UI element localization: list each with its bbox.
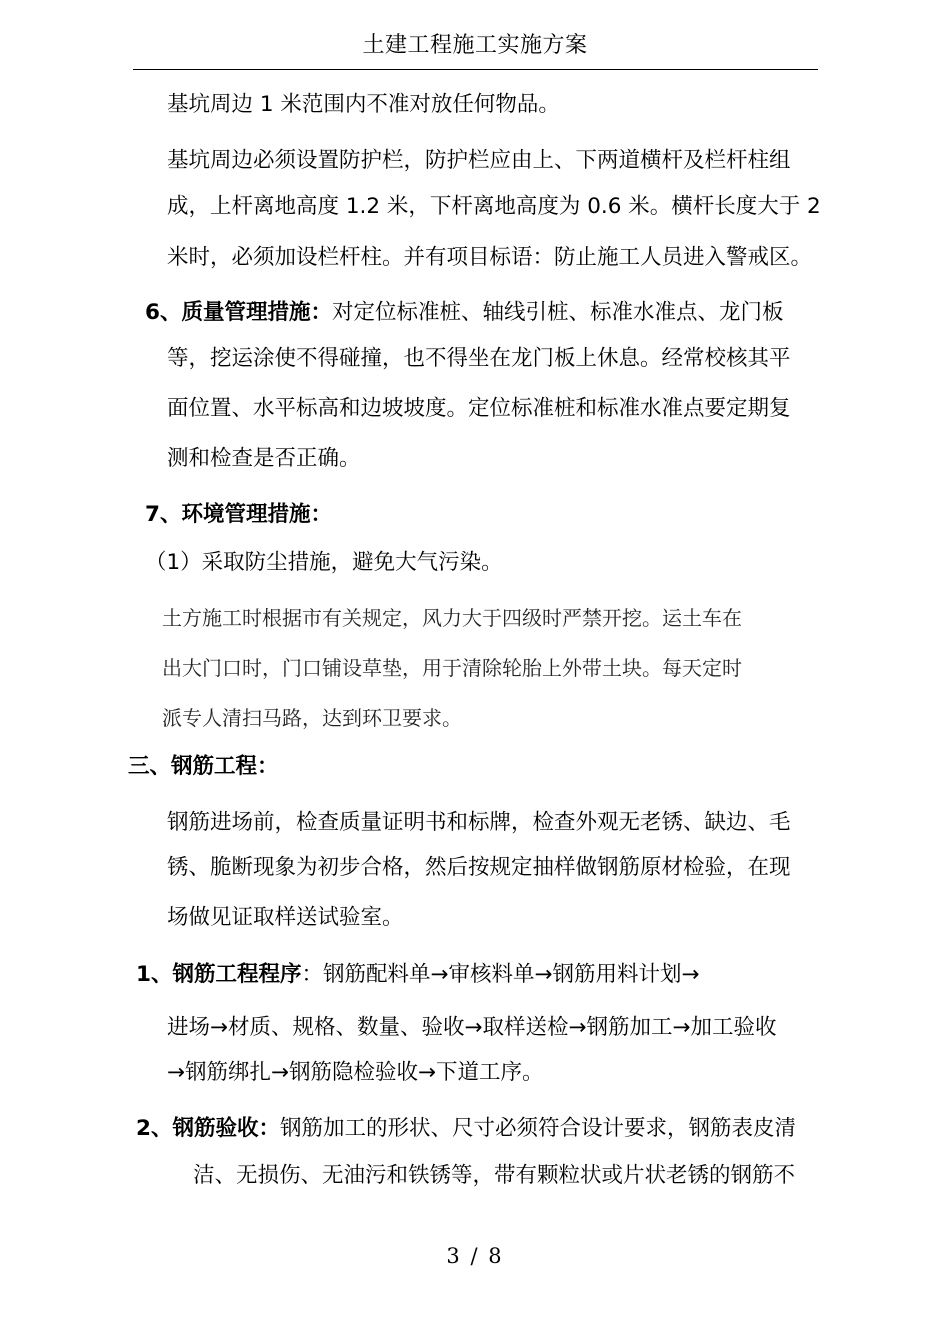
paragraph-line: 钢筋进场前，检查质量证明书和标牌，检查外观无老锈、缺边、毛 (167, 810, 791, 835)
item-1-text: ：钢筋配料单→审核料单→钢筋用料计划→ (301, 962, 700, 987)
paragraph-line: 测和检查是否正确。 (167, 446, 361, 471)
paragraph-line: 成，上杆离地高度 1.2 米，下杆离地高度为 0.6 米。横杆长度大于 2 (167, 194, 821, 219)
item-1-line (136, 960, 700, 990)
paragraph-line: 米时，必须加设栏杆柱。并有项目标语：防止施工人员进入警戒区。 (167, 245, 813, 270)
paragraph-line: 进场→材质、规格、数量、验收→取样送检→钢筋加工→加工验收 (167, 1015, 777, 1040)
paragraph-line: 基坑周边必须设置防护栏，防护栏应由上、下两道横杆及栏杆柱组 (167, 148, 791, 173)
paragraph-line: 派专人清扫马路，达到环卫要求。 (162, 706, 462, 730)
paragraph-line: 基坑周边 1 米范围内不准对放任何物品。 (167, 92, 560, 117)
paragraph-line: 洁、无损伤、无油污和铁锈等，带有颗粒状或片状老锈的钢筋不 (193, 1163, 796, 1188)
item-2-label: 2、钢筋验收： (136, 1116, 280, 1141)
section-7-heading: 7、环境管理措施： (145, 502, 332, 527)
paragraph-line: 面位置、水平标高和边坡坡度。定位标准桩和标准水准点要定期复 (167, 396, 791, 421)
item-1-label: 1、钢筋工程程序 (136, 962, 302, 987)
paragraph-line: →钢筋绑扎→钢筋隐检验收→下道工序。 (167, 1060, 544, 1085)
item-2-text: 钢筋加工的形状、尺寸必须符合设计要求，钢筋表皮清 (279, 1116, 796, 1141)
item-2-line (136, 1114, 796, 1144)
section-6-text: 对定位标准桩、轴线引桩、标准水准点、龙门板 (331, 300, 784, 325)
paragraph-line: 出大门口时，门口铺设草垫，用于清除轮胎上外带土块。每天定时 (162, 656, 742, 680)
page-number: 3 / 8 (446, 1244, 504, 1268)
header-divider (133, 69, 818, 70)
header-title: 土建工程施工实施方案 (362, 33, 588, 58)
subsection-heading: （1）采取防尘措施，避免大气污染。 (145, 550, 503, 575)
section-3-heading: 三、钢筋工程： (128, 754, 279, 779)
section-6-line (145, 298, 783, 328)
paragraph-line: 锈、脆断现象为初步合格，然后按规定抽样做钢筋原材检验，在现 (167, 855, 791, 880)
paragraph-line: 等，挖运涂使不得碰撞，也不得坐在龙门板上休息。经常校核其平 (167, 346, 791, 371)
section-6-label: 6、质量管理措施： (145, 300, 332, 325)
paragraph-line: 场做见证取样送试验室。 (167, 905, 404, 930)
paragraph-line: 土方施工时根据市有关规定，风力大于四级时严禁开挖。运土车在 (162, 606, 742, 630)
